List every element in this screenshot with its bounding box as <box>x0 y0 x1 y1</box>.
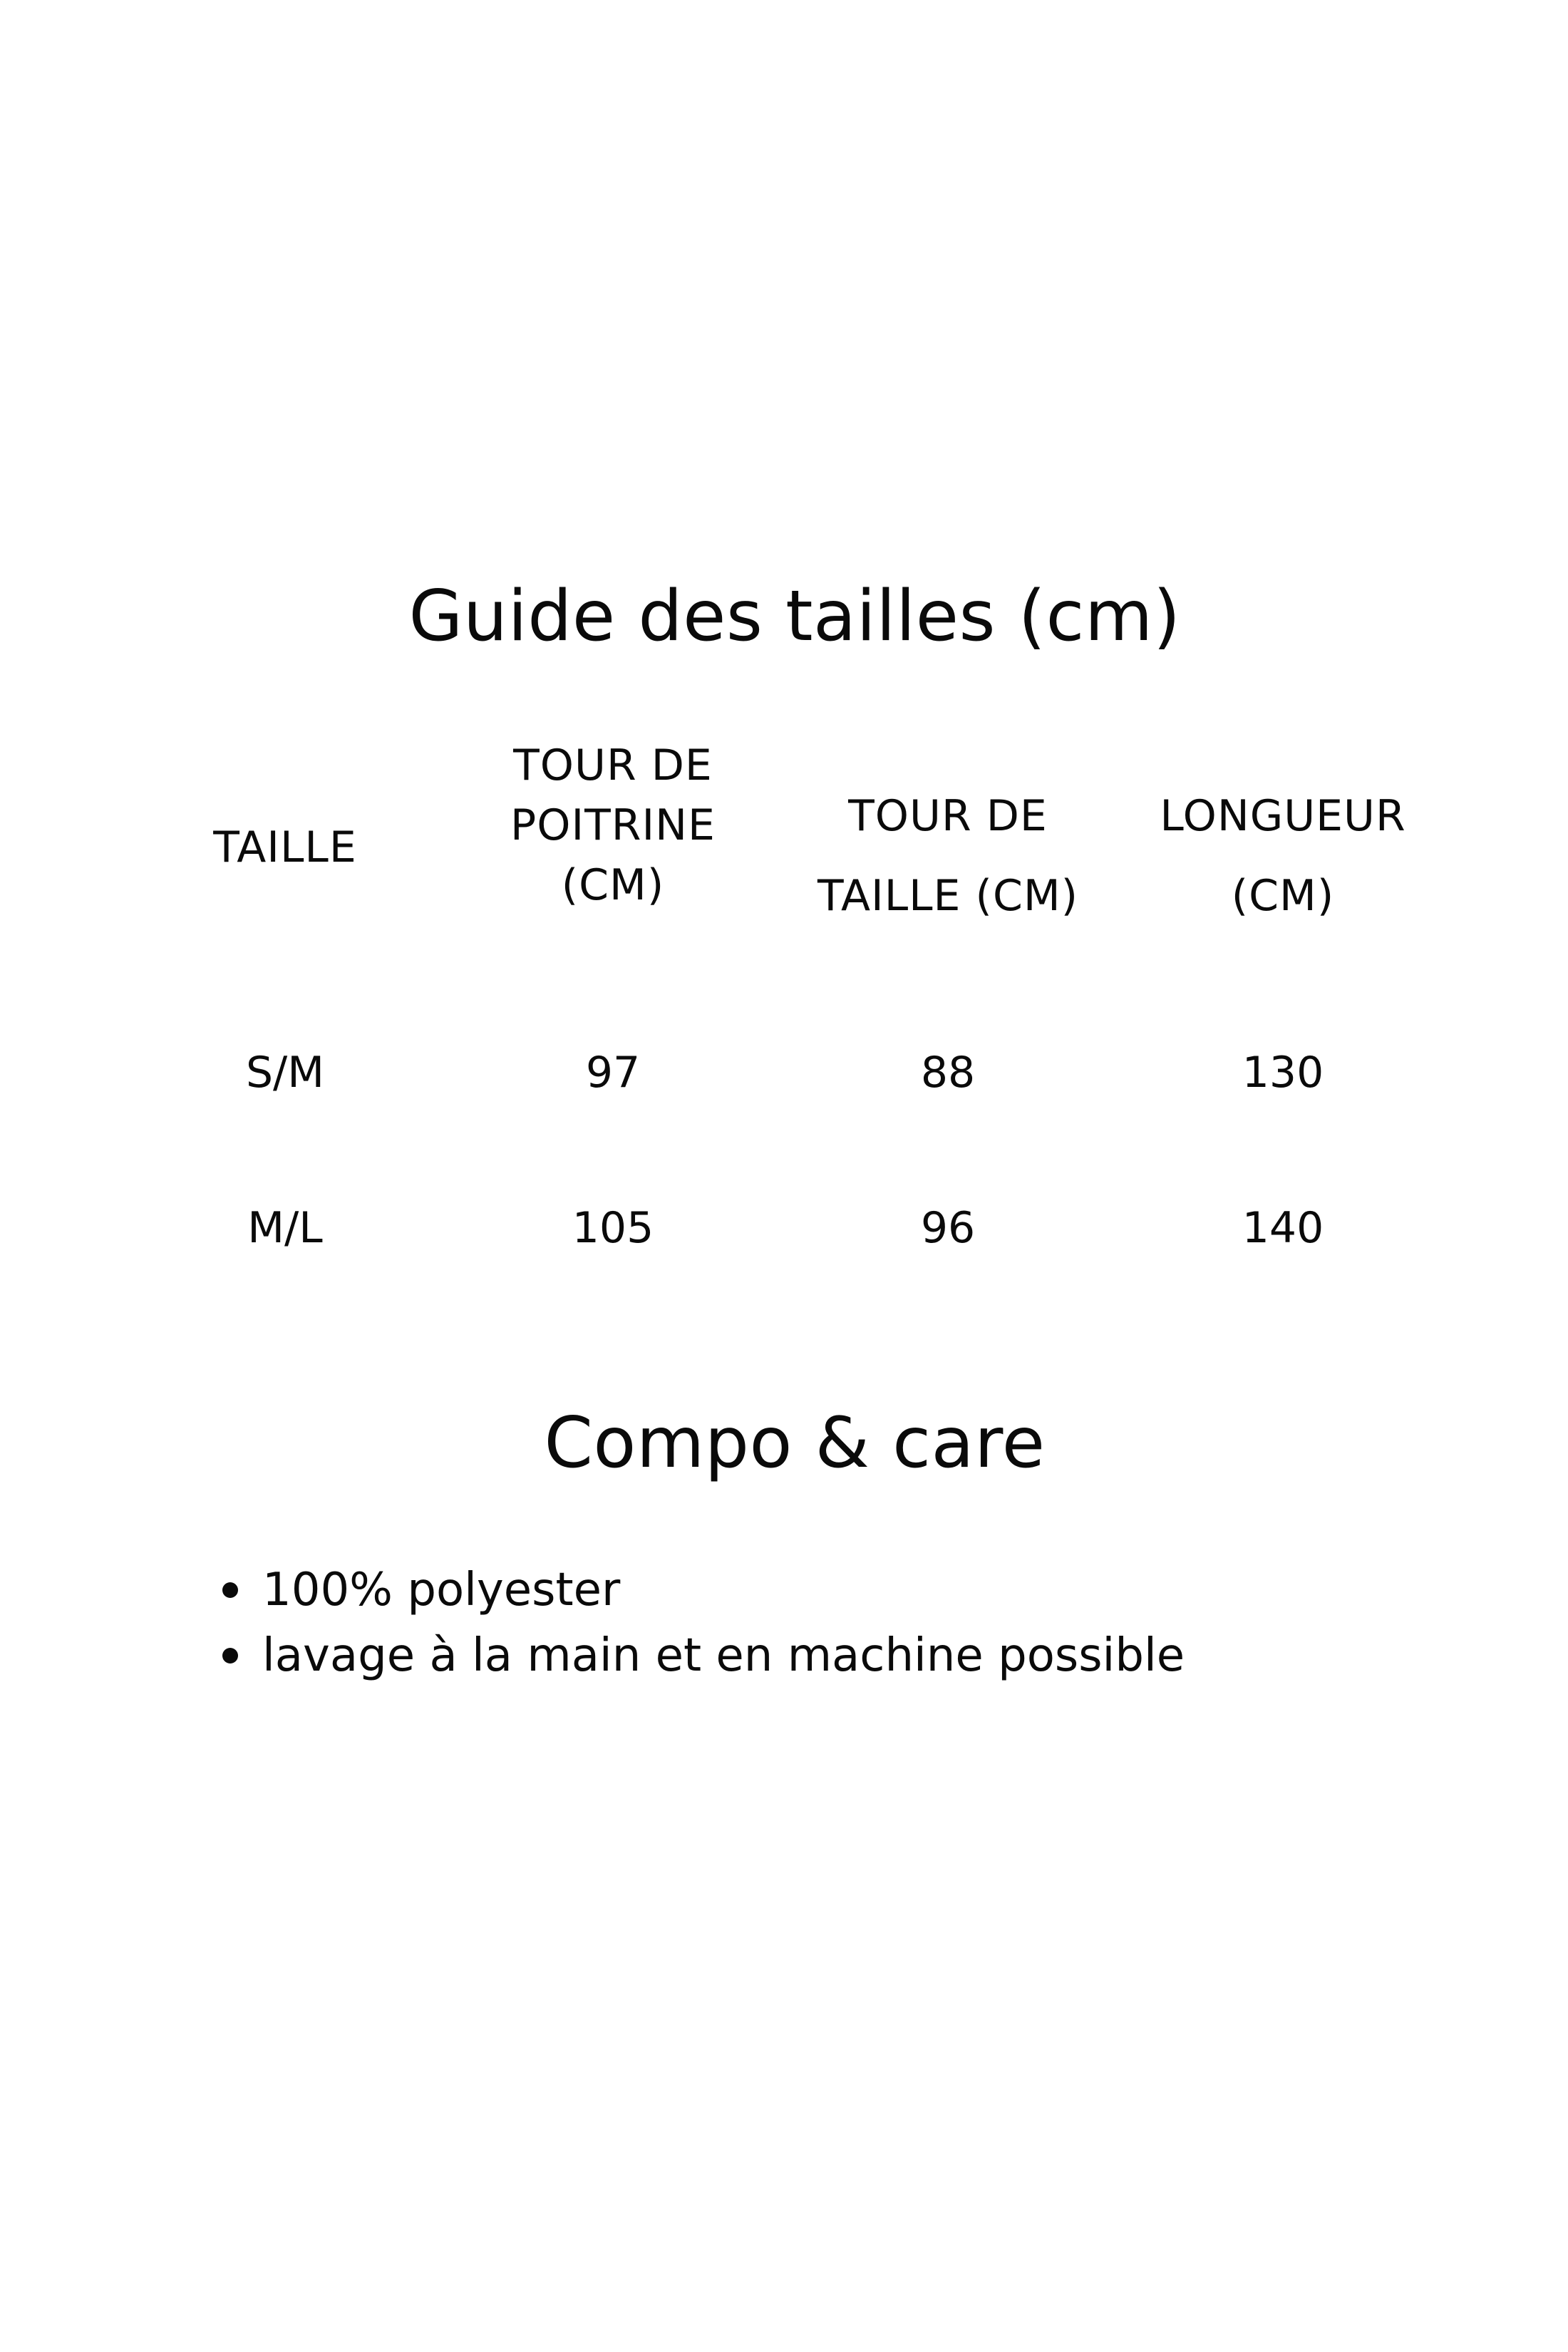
header-longueur-line-1: LONGUEUR <box>1160 791 1406 841</box>
size-guide-title: Guide des tailles (cm) <box>408 576 1181 657</box>
cell-size: M/L <box>247 1203 323 1253</box>
cell-longueur: 130 <box>1242 1048 1324 1098</box>
header-tour-taille-line-2: TAILLE (CM) <box>817 871 1079 921</box>
cell-tour-de-taille: 88 <box>920 1048 976 1098</box>
header-tour-taille-line-1: TOUR DE <box>848 791 1048 841</box>
list-item <box>222 1623 1185 1688</box>
list-item-text: lavage à la main et en machine possible <box>262 1629 1185 1682</box>
header-tour-de-poitrine <box>463 736 763 915</box>
header-poitrine-line-2: POITRINE <box>510 800 716 850</box>
header-longueur <box>1119 776 1447 936</box>
cell-tour-de-taille: 96 <box>920 1203 976 1253</box>
header-taille <box>143 817 428 877</box>
header-poitrine-line-1: TOUR DE <box>513 741 713 790</box>
header-longueur-line-2: (CM) <box>1231 871 1335 921</box>
cell-size: S/M <box>245 1048 325 1098</box>
list-item-text: 100% polyester <box>262 1564 621 1616</box>
list-item <box>222 1557 1185 1623</box>
bullet-icon <box>222 1582 238 1598</box>
cell-longueur: 140 <box>1242 1203 1324 1253</box>
cell-tour-de-poitrine: 97 <box>585 1048 641 1098</box>
header-poitrine-line-3: (CM) <box>561 860 665 910</box>
cell-tour-de-poitrine: 105 <box>572 1203 654 1253</box>
care-list <box>222 1557 1185 1688</box>
care-title: Compo & care <box>544 1403 1046 1484</box>
header-taille-line: TAILLE <box>213 822 357 872</box>
bullet-icon <box>222 1648 238 1664</box>
header-tour-de-taille <box>777 776 1119 936</box>
